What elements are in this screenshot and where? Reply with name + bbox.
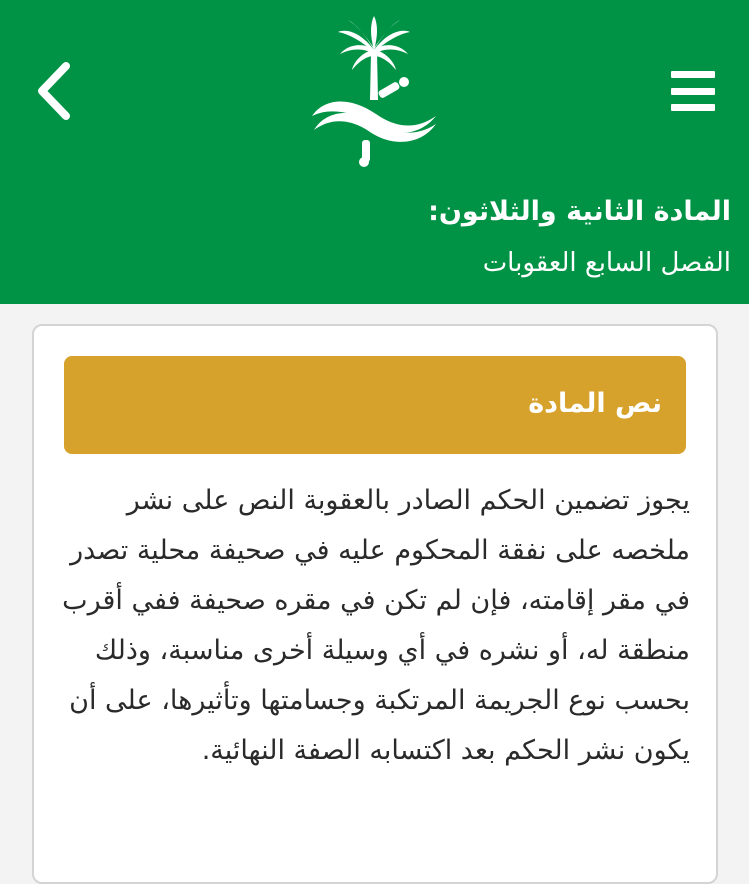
article-card <box>32 324 718 884</box>
palm-swords-emblem-icon <box>304 12 444 170</box>
back-button[interactable] <box>32 58 78 124</box>
section-header <box>64 356 686 454</box>
section-label: نص المادة <box>528 388 662 419</box>
article-text: يجوز تضمين الحكم الصادر بالعقوبة النص على نشر ملخصه على نفقة المحكوم عليه في صحيفة محلية تصدر في مقر إقامته، فإن لم تكن في مقره صحيفة ففي أقرب منطقة له، أو نشره في أي وسيلة أخرى مناسبة، وذلك بحسب نوع الجريمة المرتكبة وجسامتها وتأثيرها، على أن يكون نشر الحكم بعد اكتسابه الصفة النهائية. <box>62 485 690 766</box>
app-header <box>0 0 749 304</box>
chevron-left-icon <box>32 58 78 124</box>
hamburger-menu-icon <box>671 71 715 78</box>
article-title: المادة الثانية والثلاثون: <box>428 196 731 227</box>
saudi-emblem-logo <box>304 12 444 170</box>
chapter-subtitle: الفصل السابع العقوبات <box>482 248 731 278</box>
hamburger-menu-icon-line <box>671 104 715 111</box>
menu-button[interactable] <box>671 68 717 114</box>
hamburger-menu-icon-line <box>671 88 715 95</box>
